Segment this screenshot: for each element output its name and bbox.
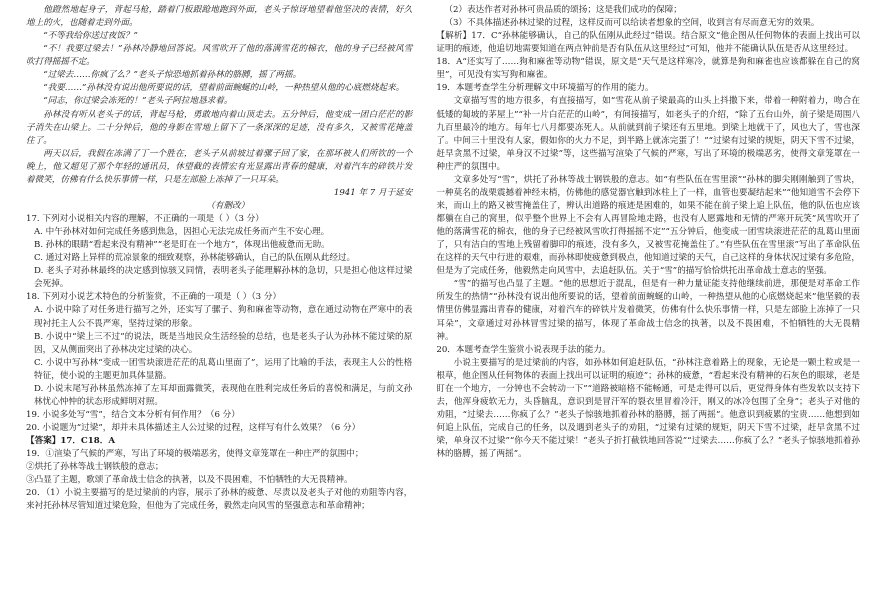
question-17-option: A. 中午孙林对如何完成任务感到焦急，因担心无法完成任务而产生不安心理。 xyxy=(34,227,330,238)
question-18-option: D. 小说末尾写孙林虽然冻掉了左耳却面露微笑，表现他在胜利完成任务后的喜悦和满足，与前文孙林忧心忡忡的状态形成鲜明对照。 xyxy=(34,383,413,407)
question-17-option: B. 孙林的眼睛“看起来没有精神”“老是盯在一个地方”，体现出他疲惫而无助。 xyxy=(34,240,330,251)
analysis-19-paragraph: “雪”的描写也凸显了主题。“他的思想近于混乱，但是有一种力量证能支持他继续前进，那便是对革命工作所发生的热情”“孙林没有说出他所要说的话，望着前面蜿蜒的山岭，一种热望从他的心底燃烧起来”他坚毅的表情里仿佛显露出青春的健康，对着汽车的碎铁片发着微笑，仿佛有什么快乐事情一样，只是左部脸上冻掉了一只耳朵”，文章通过对孙林冒雪过梁的描写，体现了革命战士信念的执著，以及不畏困难，不怕牺牲的大无畏精神。 xyxy=(436,279,860,342)
right-column xyxy=(436,4,860,608)
answer-heading: 【答案】17．C18．A xyxy=(26,436,115,447)
question-19: 19. 小说多处写“雪”，结合文本分析有何作用？（6 分） xyxy=(26,409,240,420)
left-column xyxy=(26,4,420,608)
analysis-20-paragraph: 小说主要描写的是过梁前的内容，如孙林如何追赶队伍，“孙林注意着路上的现象，无论是一颗土粒或是一根草，他企图从任何物体的表面上找出可以证明的痕迹”；孙林的疲惫，“看起来没有精神的石灰色的眼球，老是盯在一个地方，一分钟也不会转动一下”“道路被暗格不能畅通，可是走得可以后，更觉得身体有些发软以支持下去，他浑身疲软无力，头昏脑乱，意识到是冒汗军的裂衣里冒着冷汗，刚又的冰冷包围了全身”；老头子对他的劝阻，“过梁去……你疯了么？”老头子惊骇地抓着孙林的胳膊，摇了两摇”。他意识到疲累的宝贵……他想到如何追上队伍，完成自己的任务，以及遇到老头子的劝阻，“过梁有过梁的规矩，阴天下雪不过梁，赶早贪黑不过梁，单身汉不过梁”“你今天不能过梁！”老头子折打截铁地回答说”“过梁去……你疯了么？”老头子惊骇地抓着孙林的胳膊，摇了两摇”。 xyxy=(436,357,860,460)
story-paragraph: 孙林没有听从老头子的话，背起马枪，勇敢地向着山顶走去。五分钟后，他变成一团白茫茫的影子消失在山梁上。二十分钟后，他的身影在雪地上留下了一条深深的足迹，没有多久，又被雪花掩盖住了。 xyxy=(26,109,413,146)
question-18-stem: 18. 下列对小说艺术特色的分析鉴赏，不正确的一项是（ ）（3 分） xyxy=(26,292,282,303)
story-paragraph: “不等我给你送过夜饭？” xyxy=(43,31,138,42)
answer-20-point: （3）不具体描述孙林过梁的过程，这样反而可以给读者想象的空间，收到言有尽而意无穷的效果。 xyxy=(444,18,820,29)
question-17-option: C. 通过对路上异样的荒凉景象的细致观察，孙林能够确认，自己的队伍刚从此经过。 xyxy=(34,253,356,264)
question-17-stem: 17. 下列对小说相关内容的理解，不正确的一项是（ ）（3 分） xyxy=(26,214,264,224)
question-20: 20. 小说题为“过梁”，却并未具体描述主人公过梁的过程，这样写有什么效果？（6 分） xyxy=(26,423,361,433)
story-paragraph: 两天以后，我假在冻满了丁一个胜在，老头子从前坡过着骡子回了家，在那坏被人们所钦的一个晚上，他又超见了那个年轻的通讯员，休望截的表情宏有光显露出青春的健康，对着汽车的碎铁片发着微笑，仿佛有什么快乐事情一样，只是左部脸上冻掉了一只耳朵。 xyxy=(26,148,413,185)
story-paragraph: “同志，你过梁会冻死的！”老头子阿拉地恳求着。 xyxy=(43,96,233,107)
question-18-option: A. 小说中除了对任务进行描写之外，还实写了骡子、狗和麻雀等动物，意在通过动物在严寒中的表现衬托主人公不畏严寒，坚持过梁的形象。 xyxy=(34,305,413,329)
question-18-option: C. 小说中写孙林“变成一团雪块滚进茫茫的乱葛山里面了”，运用了比喻的手法，表现主人公的性格特征，使小说的主题更加具体显豁。 xyxy=(34,357,413,381)
analysis-19-paragraph: 文章多处写“雪”，烘托了孙林等战士钢铁般的意志。如“有些队伍在雪里滚”“孙林的脚尖刚刚触到了雪块，一种莫名的战栗震撼着神经末梢，仿佛他的感觉器官触到冰柱上了一样，血管也要凝结起来”“他知道雪不会停下来，而山上的路又被雪掩盖住了，辨认出道路的痕迹是困难的，如果不能在前子梁上追上队伍，他的队伍也应该都躺在自己的窝里，似乎整个世界上不会有人再冒险地走路，也没有人愿露地和无情的严寒开玩笑”风雪吹开了他的落满雪花的棉衣，他的身子已经被风雪吹打得摇摇不定”“五分钟后，他变成一团雪块滚进茫茫的乱葛山里面了，只有洁白的雪地上残留着脚印的痕迹，没有多久，又被雪花掩盖住了。”有些队伍在雪里滚”写出了革命队伍在这样的天气中行进的艰难，而孙林即使疲惫到极点，他知道过梁的天气，自己这样的身体状况过梁有多危险，但是为了完成任务，他毅然走向风雪中，去追赶队伍。关于“雪”的描写恰恰烘托出革命战士意志的坚强。 xyxy=(436,174,860,277)
analysis-19-paragraph: 文章描写雪的地方很多，有直接描写，如“雪花从前子梁最高的山头上抖撒下来，带着一种附着力，吻合在低矮的匐坡的茅屋上”“补一片白茫茫的山岭”，有间接描写，如老头子的介绍，“除了五台山外，前子梁是周围八九百里最冷的地方。每年七八月都要冻死人。从前就到前子梁还有五里地。到梁上地就干了，风也大了，雪也深了。中间三十里没有人家，假如你的火力不足，到半路上就冻完蛋了！”“过梁有过梁的规矩，阴天下雪不过梁，赶早贪黑不过梁，单身汉不过梁”等，这些描写渲染了气候的严寒，写出了环境的极端恶劣，使得文章笼罩在一种庄严的氛围中。 xyxy=(436,96,860,172)
answer-19-line: ②烘托了孙林等战士钢铁般的意志； xyxy=(26,462,164,473)
story-note: （有删改） xyxy=(206,200,250,211)
story-paragraph: 他蹬然地起身子，背起马枪，踏着门板跟跄地跑到外面，老头子惊讶地望着他坚决的表情，好久地上的火，也随着走到外面。 xyxy=(26,5,413,29)
story-paragraph: “不！我要过梁去！”孙林冷静地回答说。风雪吹开了他的落满雪花的棉衣，他的身子已经被风雪吹打得摇摇不定。 xyxy=(26,44,413,68)
story-paragraph: “我要……”孙林没有说出他所要说的话，望着前面蜿蜒的山岭，一种热望从他的心底燃烧起来。 xyxy=(43,83,405,94)
question-18-option: B. 小说中“梁上三不过”的说法，既是当地民众生活经验的总结，也是老头子认为孙林不能过梁的原因，又从侧面突出了孙林决定过梁的决心。 xyxy=(34,331,413,355)
story-date: 1941 年 7 月于延安 xyxy=(333,187,413,198)
analysis-17: 【解析】17．C“孙林能够确认，自己的队伍刚从此经过”错误。结合原文“他企图从任何物体的表面上找出可以证明的痕迹，他追切地需要知道在两点钟前是否有队伍从这里经过”可知，他并不能确认队伍是否从这里经过。 xyxy=(436,31,860,55)
story-paragraph: “过梁去……你疯了么？”老头子惊恐地抓着孙林的胳膊，摇了两摇。 xyxy=(43,70,302,81)
question-17-option: D. 老头子对孙林最终的决定感到惊骇又同情，表明老头子能理解孙林的急切，只是担心他这样过梁会死掉。 xyxy=(34,266,413,290)
analysis-19-heading: 19．本题考查学生分析理解文中环境描写的作用的能力。 xyxy=(436,83,654,94)
answer-19-line: 19．①渲染了气候的严寒，写出了环境的极端恶劣，使得文章笼罩在一种庄严的氛围中； xyxy=(26,449,364,460)
answer-20-point: （2）表达作者对孙林可贵品质的颂扬；这是我们成功的保障； xyxy=(444,5,682,15)
analysis-20-heading: 20．本题考查学生鉴赏小说表现手法的能力。 xyxy=(436,344,611,355)
answer-20: 20．（1）小说主要描写的是过梁前的内容，展示了孙林的疲惫、尽责以及老头子对他的劝阻等内容，来衬托孙林尽管知道过梁危险，但他为了完成任务，毅然走向风雪的坚强意志和革命精神； xyxy=(26,488,413,512)
analysis-18: 18．A“还实写了……狗和麻雀等动物”错误，原文是“天气是这样寒冷，就算是狗和麻雀也应该都躲在自己的窝里”，可见没有实写狗和麻雀。 xyxy=(436,57,860,81)
answer-19-line: ③凸显了主题，歌颂了革命战士信念的执著，以及不畏困难，不怕牺牲的大无畏精神。 xyxy=(26,475,353,486)
